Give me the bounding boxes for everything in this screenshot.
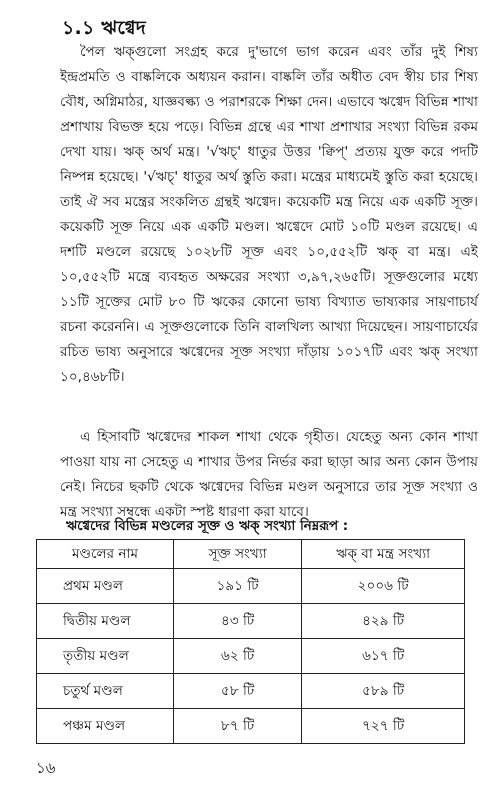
paragraph-1: পৈল ঋক্‌গুলো সংগ্রহ করে দু'ভাগে ভাগ করেন এবং তাঁর দুই শিষ্য ইন্দ্রপ্রমতি ও বাষ্কলিকে অধ্যয়ন করান। বাষ্কলি তাঁর অধীত বেদ স্বীয় চার শিষ্য বৌধ, অগ্নিমাঠর, যাজ্ঞবল্ক্য ও পরাশরকে শিক্ষা দেন। এভাবে ঋগ্বেদ বিভিন্ন শাখা প্রশাখায় বিভক্ত হয়ে পড়ে। বিভিন্ন গ্রন্থে এর শাখা প্রশাখার সংখ্যা বিভিন্ন রকম দেখা যায়। ঋক্‌ অর্থ মন্ত্র। '√ঋচ্‌' ধাতুর উত্তর 'ক্বিপ্‌' প্রত্যয় যুক্ত করে পদটি নিষ্পন্ন হয়েছে। '√ঋচ্‌' ধাতুর অর্থ স্তুতি করা। মন্ত্রের মাধ্যমেই স্তুতি করা হয়েছে। তাই ঐ সব মন্ত্রের সংকলিত গ্রন্থই ঋগ্বেদ। কয়েকটি মন্ত্র নিয়ে এক একটি সূক্ত। কয়েকটি সূক্ত নিয়ে এক একটি মণ্ডল। ঋগ্বেদে মোট ১০টি মণ্ডল রয়েছে। এ দশটি মণ্ডলে রয়েছে ১০২৮টি সূক্ত এবং ১০,৫৫২টি ঋক্‌ বা মন্ত্র। এই ১০,৫৫২টি মন্ত্রে ব্যবহৃত অক্ষরের সংখ্যা ৩,৯৭,২৬৫টি। সূক্তগুলোর মধ্যে ১১টি সূক্তের মোট ৮০ টি ঋকের কোনো ভাষ্য বিখ্যাত ভাষ্যকার সায়ণাচার্য রচনা করেননি। এ সূক্তগুলোকে তিনি বালখিল্য আখ্যা দিয়েছেন। সায়ণাচার্যের রচিত ভাষ্য অনুসারে ঋগ্বেদের সূক্ত সংখ্যা দাঁড়ায় ১০১৭টি এবং ঋক্‌ সংখ্যা ১০,৪৬৮টি। [60,44,478,385]
rik-count-cell: ৬১৭ টি [302,639,465,674]
header-rik-count: ঋক্‌ বা মন্ত্র সংখ্যা [302,540,465,569]
table-row [37,674,465,709]
rik-count-cell: ২০০৬ টি [302,569,465,604]
table-title: ঋগ্বেদের বিভিন্ন মণ্ডলের সূক্ত ও ঋক্‌ সংখ্যা নিম্নরূপ : [66,519,349,534]
table-row [37,709,465,744]
table-row [37,604,465,639]
mandal-count-table [36,539,465,744]
sukta-count-cell: ৬২ টি [173,639,301,674]
sukta-count-cell: ১৯১ টি [173,569,301,604]
header-mandal-name: মণ্ডলের নাম [37,540,174,569]
header-sukta-count: সূক্ত সংখ্যা [173,540,301,569]
mandal-name-cell: দ্বিতীয় মণ্ডল [37,604,174,639]
sukta-count-cell: ৫৮ টি [173,674,301,709]
page-number: ১৬ [36,759,56,777]
rik-count-cell: ৫৮৯ টি [302,674,465,709]
sukta-count-cell: ৮৭ টি [173,709,301,744]
rik-count-cell: ৪২৯ টি [302,604,465,639]
mandal-name-cell: পঞ্চম মণ্ডল [37,709,174,744]
table-row [37,569,465,604]
section-heading: ১.১ ঋগ্বেদ [62,17,146,39]
mandal-name-cell: তৃতীয় মণ্ডল [37,639,174,674]
mandal-name-cell: প্রথম মণ্ডল [37,569,174,604]
table-row [37,639,465,674]
rik-count-cell: ৭২৭ টি [302,709,465,744]
table-header-row [37,540,465,569]
sukta-count-cell: ৪৩ টি [173,604,301,639]
paragraph-2: এ হিসাবটি ঋগ্বেদের শাকল শাখা থেকে গৃহীত। যেহেতু অন্য কোন শাখা পাওয়া যায় না সেহেতু এ শাখার উপর নির্ভর করা ছাড়া আর অন্য কোন উপায় নেই। নিচের ছকটি থেকে ঋগ্বেদের বিভিন্ন মণ্ডল অনুসারে তার সূক্ত সংখ্যা ও মন্ত্র সংখ্যা সম্বন্ধে একটা স্পষ্ট ধারণা করা যাবে। [60,429,478,520]
mandal-name-cell: চতুর্থ মণ্ডল [37,674,174,709]
